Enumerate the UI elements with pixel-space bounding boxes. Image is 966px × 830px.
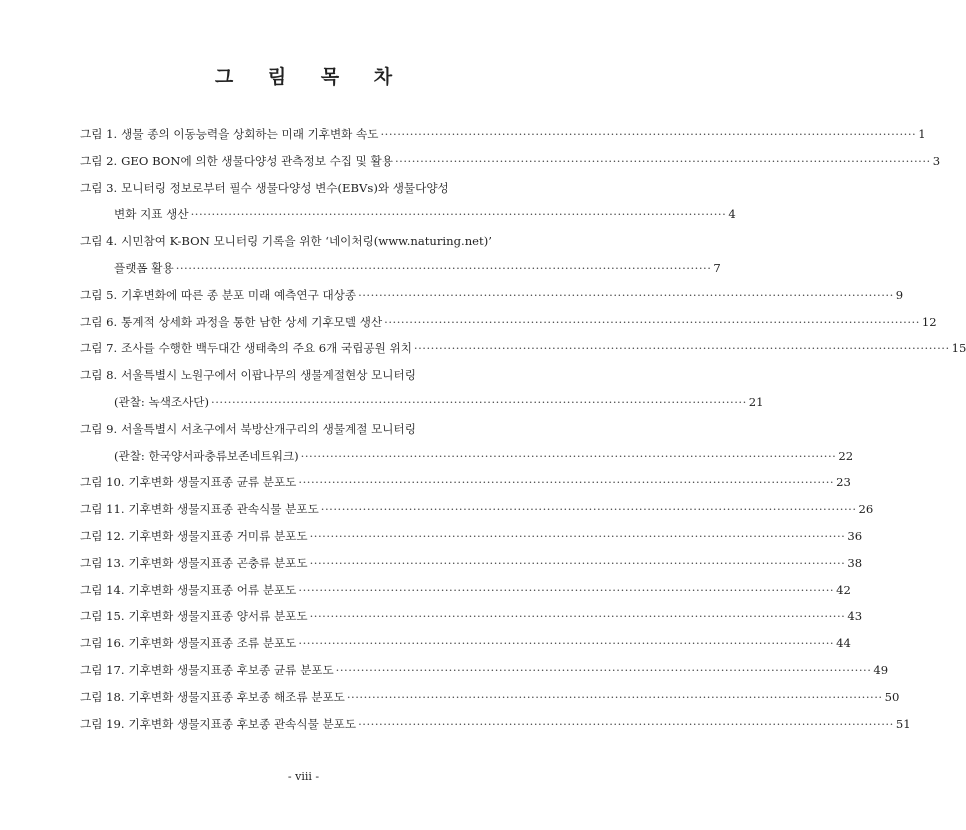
page-number-ref: 44 xyxy=(836,636,851,651)
dot-leader xyxy=(395,148,931,175)
toc-entry[interactable] xyxy=(80,603,863,630)
toc-entry[interactable] xyxy=(80,282,904,309)
page-number-ref: 23 xyxy=(836,475,851,490)
page-number-ref: 49 xyxy=(873,662,889,677)
figure-title: 기후변화에 따른 종 분포 미래 예측연구 대상종 xyxy=(121,287,357,302)
toc-entry[interactable] xyxy=(80,711,911,738)
dot-leader xyxy=(310,523,846,550)
page-number-ref: 51 xyxy=(895,716,911,731)
dot-leader xyxy=(298,577,834,604)
figure-title: 기후변화 생물지표종 관속식물 분포도 xyxy=(128,502,319,517)
figure-title: 기후변화 생물지표종 어류 분포도 xyxy=(128,582,297,597)
toc-entry[interactable] xyxy=(80,148,941,175)
page-number-ref: 7 xyxy=(713,260,721,275)
figure-title: 기후변화 생물지표종 조류 분포도 xyxy=(128,636,297,651)
toc-entry[interactable] xyxy=(80,577,851,604)
toc-entry[interactable] xyxy=(80,416,530,443)
figure-number: 그림 2. xyxy=(80,153,118,168)
figure-title: 플랫폼 활용 xyxy=(114,260,174,275)
figure-number: 그림 14. xyxy=(80,582,125,597)
figure-number: 그림 3. xyxy=(80,180,118,195)
page-number-ref: 15 xyxy=(951,341,966,356)
page-number-ref: 4 xyxy=(728,207,736,222)
toc-entry[interactable] xyxy=(80,523,863,550)
page-number-ref: 42 xyxy=(836,582,851,597)
figure-number: 그림 10. xyxy=(80,475,125,490)
figure-title: 기후변화 생물지표종 후보종 관속식물 분포도 xyxy=(128,716,357,731)
toc-entry[interactable] xyxy=(80,684,900,711)
figure-number: 그림 9. xyxy=(80,421,118,436)
figure-number: 그림 16. xyxy=(80,636,125,651)
page-number-ref: 43 xyxy=(847,609,863,624)
toc-entry[interactable] xyxy=(80,309,937,336)
toc-entry[interactable] xyxy=(80,255,721,282)
page-title: 그 림 목 차 xyxy=(214,66,407,88)
dot-leader xyxy=(380,121,916,148)
page-number-ref: 3 xyxy=(932,153,941,168)
figure-number: 그림 4. xyxy=(80,234,118,249)
figure-number: 그림 15. xyxy=(80,609,125,624)
dot-leader xyxy=(298,630,834,657)
figure-number: 그림 1. xyxy=(80,127,118,141)
toc-entry[interactable] xyxy=(80,496,874,523)
dot-leader xyxy=(358,282,894,309)
figure-title: 기후변화 생물지표종 곤충류 분포도 xyxy=(128,555,308,570)
figure-number: 그림 5. xyxy=(80,287,118,302)
toc-entry[interactable] xyxy=(80,121,926,148)
figure-title: (관찰: 한국양서파충류보존네트워크) xyxy=(114,448,299,463)
figure-number: 그림 18. xyxy=(80,689,125,704)
page-number-ref: 21 xyxy=(748,394,764,409)
figure-title: 변화 지표 생산 xyxy=(114,207,189,222)
dot-leader xyxy=(298,469,834,496)
toc-entry[interactable] xyxy=(80,389,764,416)
dot-leader xyxy=(336,657,872,684)
toc-entry[interactable] xyxy=(80,550,863,577)
figure-title: (관찰: 녹색조사단) xyxy=(114,394,210,409)
figure-title: 통계적 상세화 과정을 통한 남한 상세 기후모델 생산 xyxy=(121,314,383,329)
page-number-ref: 38 xyxy=(847,555,863,570)
figure-title: 서울특별시 서초구에서 북방산개구리의 생물계절 모니터링 xyxy=(121,421,416,436)
dot-leader xyxy=(301,443,837,470)
figure-title: 기후변화 생물지표종 거미류 분포도 xyxy=(128,528,308,543)
dot-leader xyxy=(310,603,846,630)
figure-title: 서울특별시 노원구에서 이팝나무의 생물계절현상 모니터링 xyxy=(121,368,416,383)
toc-entry[interactable] xyxy=(80,228,530,255)
dot-leader xyxy=(321,496,857,523)
toc-entry[interactable] xyxy=(80,443,854,470)
page-number: - viii - xyxy=(287,770,320,783)
figure-title: 조사를 수행한 백두대간 생태축의 주요 6개 국립공원 위치 xyxy=(121,341,412,356)
toc-entry[interactable] xyxy=(80,630,851,657)
figure-number: 그림 19. xyxy=(80,716,125,731)
figure-title: 기후변화 생물지표종 후보종 균류 분포도 xyxy=(128,662,334,677)
page-number-ref: 9 xyxy=(895,287,904,302)
figure-title: 생물 종의 이동능력을 상회하는 미래 기후변화 속도 xyxy=(121,127,379,141)
dot-leader xyxy=(347,684,883,711)
dot-leader xyxy=(358,711,894,738)
dot-leader xyxy=(310,550,846,577)
figure-title: 시민참여 K-BON 모니터링 기록을 위한 ‘네이처링(www.naturing.net)’ xyxy=(121,234,492,249)
page-number-ref: 50 xyxy=(884,689,900,704)
page-number-ref: 36 xyxy=(847,528,863,543)
page-number-ref: 1 xyxy=(918,127,926,141)
figure-number: 그림 7. xyxy=(80,341,118,356)
figure-title: GEO BON에 의한 생물다양성 관측정보 수집 및 활용 xyxy=(121,153,393,168)
figure-number: 그림 12. xyxy=(80,528,125,543)
toc-entry[interactable] xyxy=(80,175,530,202)
toc-entry[interactable] xyxy=(80,657,889,684)
dot-leader xyxy=(176,255,712,282)
dot-leader xyxy=(384,309,920,336)
dot-leader xyxy=(191,201,727,228)
page-number-ref: 22 xyxy=(838,448,854,463)
figure-title: 모니터링 정보로부터 필수 생물다양성 변수(EBVs)와 생물다양성 xyxy=(121,180,449,195)
figure-title: 기후변화 생물지표종 후보종 해조류 분포도 xyxy=(128,689,345,704)
figure-number: 그림 8. xyxy=(80,368,118,383)
dot-leader xyxy=(211,389,747,416)
figure-number: 그림 6. xyxy=(80,314,118,329)
dot-leader xyxy=(414,335,950,362)
toc-entry[interactable] xyxy=(80,362,530,389)
toc-entry[interactable] xyxy=(80,335,966,362)
figure-title: 기후변화 생물지표종 균류 분포도 xyxy=(128,475,297,490)
page-number-ref: 12 xyxy=(921,314,937,329)
figure-number: 그림 17. xyxy=(80,662,125,677)
figure-list xyxy=(80,121,966,737)
figure-title: 기후변화 생물지표종 양서류 분포도 xyxy=(128,609,308,624)
figure-number: 그림 11. xyxy=(80,502,125,517)
toc-entry[interactable] xyxy=(80,201,736,228)
toc-entry[interactable] xyxy=(80,469,851,496)
figure-number: 그림 13. xyxy=(80,555,125,570)
page-number-ref: 26 xyxy=(858,502,874,517)
